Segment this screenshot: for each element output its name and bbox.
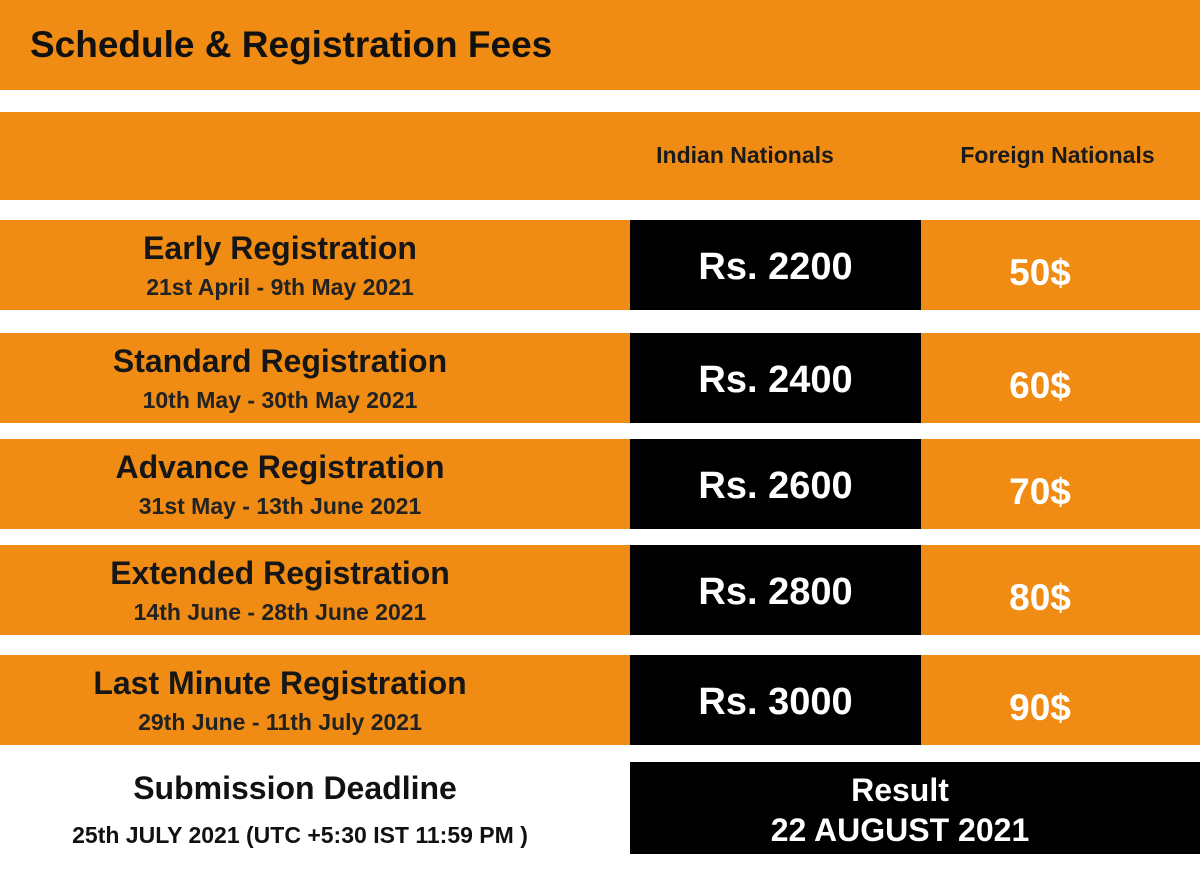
price-inr: Rs. 2200 [698, 246, 853, 288]
price-inr: Rs. 2400 [698, 359, 853, 401]
row-registration-name: Standard Registration [112, 343, 448, 379]
price-inr-box [630, 333, 921, 423]
price-usd: 70$ [1009, 471, 1071, 512]
price-inr-box [630, 655, 921, 745]
price-inr: Rs. 2800 [698, 571, 853, 613]
row-registration-dates: 29th June - 11th July 2021 [138, 709, 422, 735]
fee-row-advance [0, 439, 1200, 529]
fee-row-extended [0, 545, 1200, 635]
fee-table-header [0, 112, 1200, 200]
price-usd: 50$ [1009, 252, 1071, 293]
price-inr-box [630, 439, 921, 529]
row-registration-name: Advance Registration [115, 449, 445, 485]
title-band [0, 0, 1200, 90]
fee-row-standard [0, 333, 1200, 423]
column-header-indian-nationals: Indian Nationals [656, 142, 834, 168]
price-inr: Rs. 3000 [698, 681, 853, 723]
row-registration-dates: 21st April - 9th May 2021 [146, 274, 414, 300]
row-registration-dates: 31st May - 13th June 2021 [138, 493, 422, 519]
price-usd: 60$ [1009, 365, 1071, 406]
column-header-foreign-nationals: Foreign Nationals [960, 142, 1155, 168]
page-title: Schedule & Registration Fees [30, 24, 553, 65]
price-usd: 90$ [1009, 687, 1071, 728]
row-registration-name: Last Minute Registration [93, 665, 467, 701]
result-date: 22 AUGUST 2021 [770, 812, 1030, 848]
price-usd: 80$ [1009, 577, 1071, 618]
submission-deadline-date: 25th JULY 2021 (UTC +5:30 IST 11:59 PM ) [72, 822, 528, 848]
row-registration-dates: 14th June - 28th June 2021 [133, 599, 427, 625]
result-label: Result [851, 772, 949, 808]
fee-row-early [0, 220, 1200, 310]
result-box [630, 762, 1200, 854]
row-registration-dates: 10th May - 30th May 2021 [142, 387, 418, 413]
price-inr: Rs. 2600 [698, 465, 853, 507]
row-registration-name: Early Registration [143, 230, 417, 266]
price-inr-box [630, 545, 921, 635]
price-inr-box [630, 220, 921, 310]
fee-row-last-minute [0, 655, 1200, 745]
row-registration-name: Extended Registration [110, 555, 450, 591]
submission-deadline-label: Submission Deadline [133, 770, 457, 806]
